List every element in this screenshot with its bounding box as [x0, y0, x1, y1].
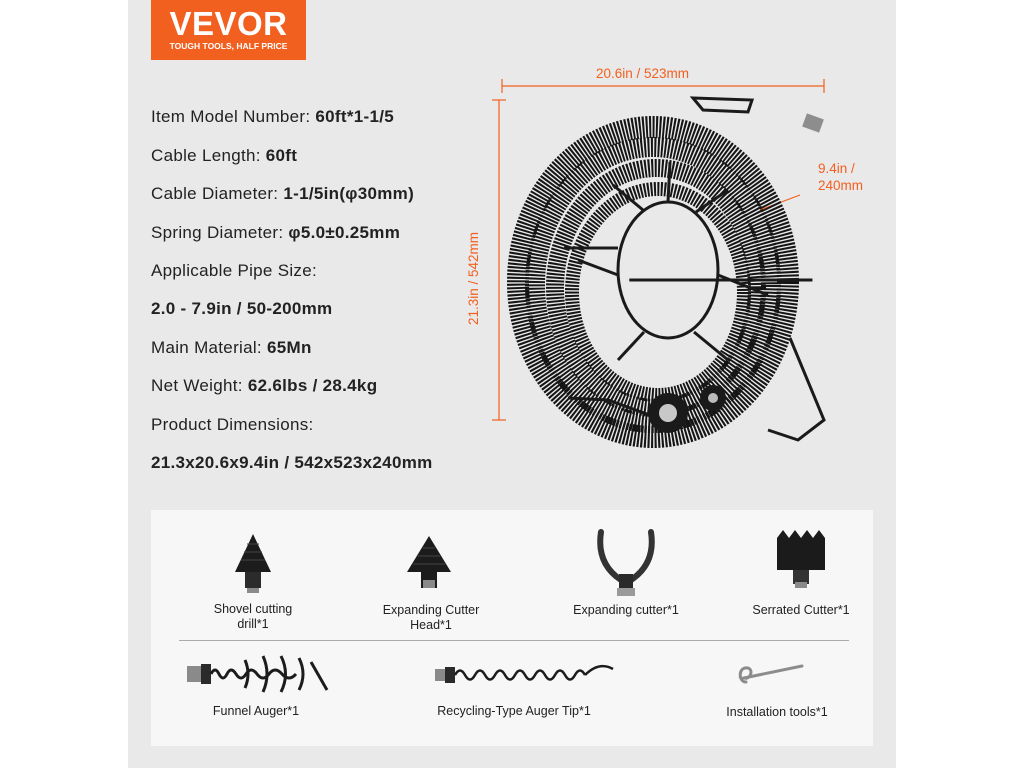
dimension-width: 20.6in / 523mm: [596, 66, 690, 81]
cable-reel-image: [468, 60, 848, 470]
dimension-depth-line2: 240mm: [818, 178, 864, 193]
brand-name: VEVOR: [169, 5, 288, 42]
auger-tip-icon: [433, 660, 615, 690]
brand-tagline: TOUGH TOOLS, HALF PRICE: [169, 41, 288, 51]
spec-spring-diameter: Spring Diameter: φ5.0±0.25mm: [151, 223, 401, 242]
spec-pipe-size-value: 2.0 - 7.9in / 50-200mm: [151, 299, 333, 318]
product-sheet: [128, 0, 896, 768]
expanding-cutter-icon: [593, 528, 659, 600]
accessory-label-funnel-auger: Funnel Auger*1: [212, 704, 300, 718]
section-divider: [179, 640, 849, 641]
dimension-height: 21.3in / 542mm: [466, 231, 481, 325]
spec-main-material: Main Material: 65Mn: [151, 338, 312, 357]
accessory-label-serrated-cutter: Serrated Cutter*1: [752, 603, 850, 617]
accessory-label-shovel-drill: Shovel cutting drill*1: [213, 602, 293, 631]
funnel-auger-icon: [185, 654, 331, 694]
coiled-cable: [518, 127, 788, 437]
accessory-label-cutter-head: Expanding Cutter Head*1: [382, 603, 480, 632]
cutter-head-icon: [403, 534, 455, 592]
spec-dimensions-value: 21.3x20.6x9.4in / 542x523x240mm: [151, 453, 433, 472]
spec-net-weight: Net Weight: 62.6lbs / 28.4kg: [151, 376, 378, 395]
serrated-cutter-icon: [771, 526, 831, 590]
spec-model-number: Item Model Number: 60ft*1-1/5: [151, 107, 395, 126]
accessories-panel: [151, 510, 873, 746]
accessory-label-installation-tool: Installation tools*1: [726, 705, 828, 719]
dimension-depth-line1: 9.4in /: [818, 161, 855, 176]
installation-tool-icon: [736, 660, 808, 688]
spec-dimensions-label: Product Dimensions:: [151, 415, 314, 434]
cable-end-fitting: [802, 113, 824, 132]
accessory-label-auger-tip: Recycling-Type Auger Tip*1: [437, 704, 591, 718]
spec-cable-length: Cable Length: 60ft: [151, 146, 298, 165]
shovel-drill-icon: [229, 532, 277, 594]
accessory-label-expanding-cutter: Expanding cutter*1: [573, 603, 679, 617]
brand-logo: [151, 0, 306, 60]
spec-pipe-size-label: Applicable Pipe Size:: [151, 261, 318, 280]
spec-cable-diameter: Cable Diameter: 1-1/5in(φ30mm): [151, 184, 415, 203]
